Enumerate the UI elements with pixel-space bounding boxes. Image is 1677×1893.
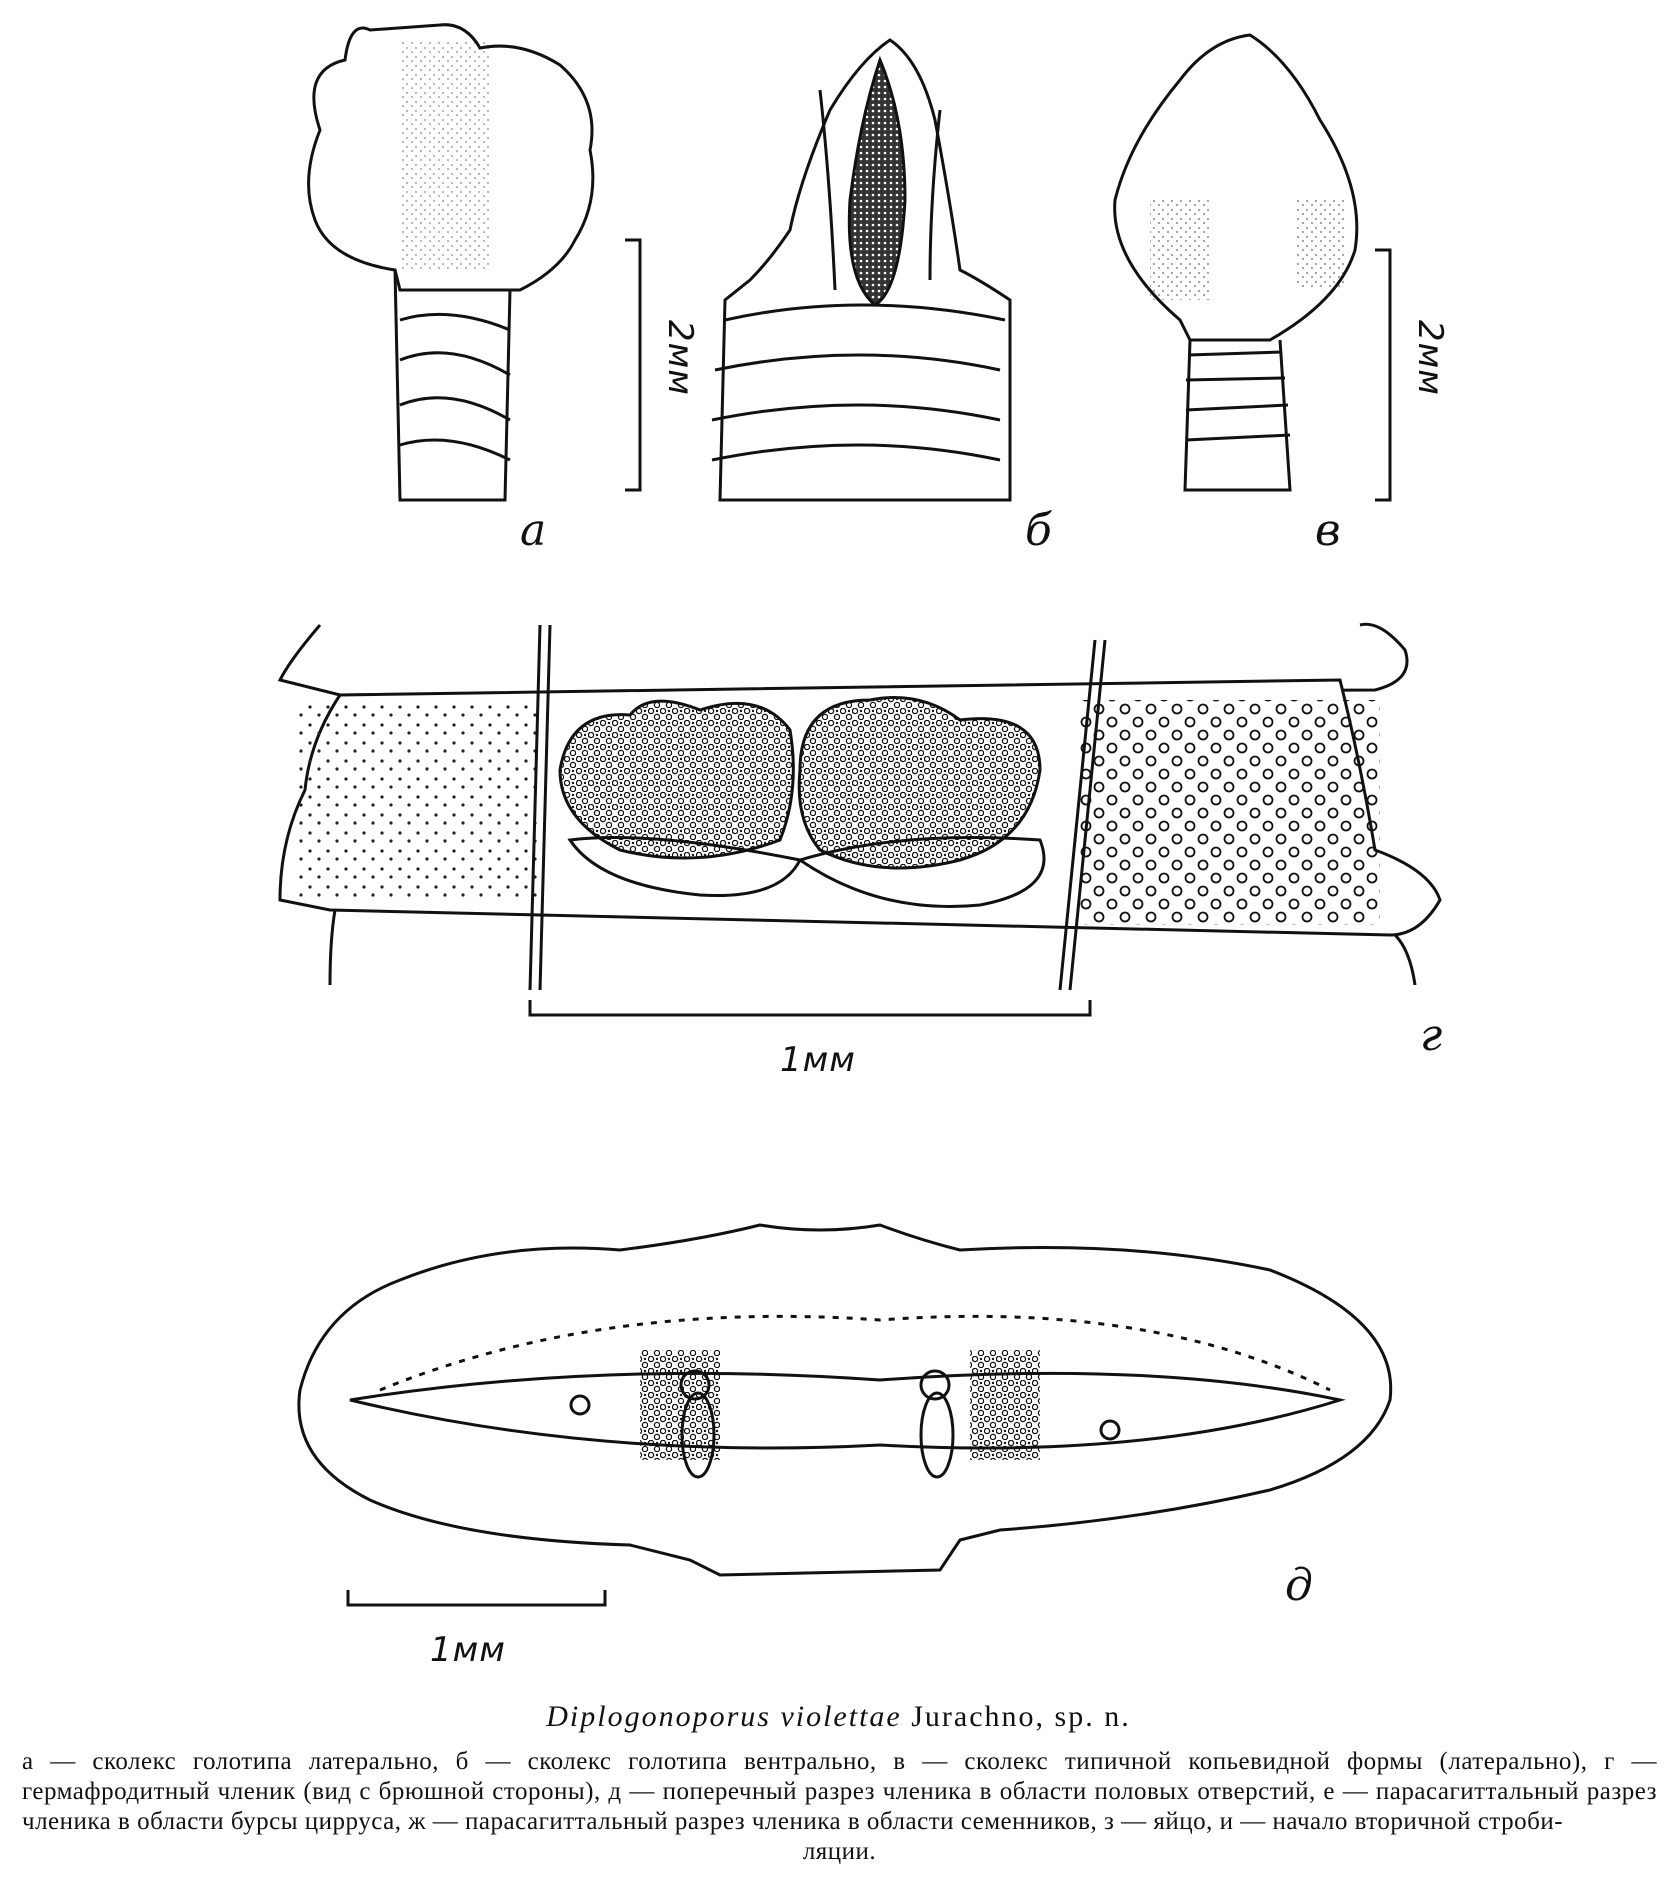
panel-label-v: в xyxy=(1315,505,1341,556)
figure-caption-main: а — сколекс голотипа латерально, б — сколекс голотипа вентрально, в — сколекс типичной копьевидной формы (латерально), г — гермафродитный членик (вид с брюшной стороны), д — поперечный разрез членика в области половых отверстий, е — парасагиттальный разрез членика в области бурсы цирруса, ж — парасагиттальный разрез членика в области семенников, з — яйцо, и — начало вторичной строби- xyxy=(22,1748,1657,1835)
panel-label-d: д xyxy=(1285,1560,1313,1611)
panel-label-a: а xyxy=(520,505,547,556)
scolex-lateral-drawing xyxy=(309,25,640,500)
scale-label-v: 2мм xyxy=(1410,320,1450,396)
panel-label-b: б xyxy=(1025,505,1052,556)
scale-label-g: 1мм xyxy=(780,1040,856,1080)
transverse-section-drawing xyxy=(299,1225,1391,1605)
scale-label-d: 1мм xyxy=(430,1630,506,1670)
scale-label-a: 2мм xyxy=(660,320,700,396)
scolex-ventral-drawing xyxy=(712,40,1010,500)
scolex-lanceolate-drawing xyxy=(1115,35,1390,500)
panel-label-g: г xyxy=(1420,1010,1443,1061)
figure-title xyxy=(0,1700,1677,1734)
hermaphroditic-segment-drawing xyxy=(280,624,1440,1015)
figure-title-species: Diplogonoporus violettae xyxy=(546,1700,902,1733)
figure-title-author: Jurachno, sp. n. xyxy=(911,1700,1131,1733)
figure-caption-last: ляции. xyxy=(802,1838,877,1865)
figure-caption xyxy=(22,1747,1657,1867)
